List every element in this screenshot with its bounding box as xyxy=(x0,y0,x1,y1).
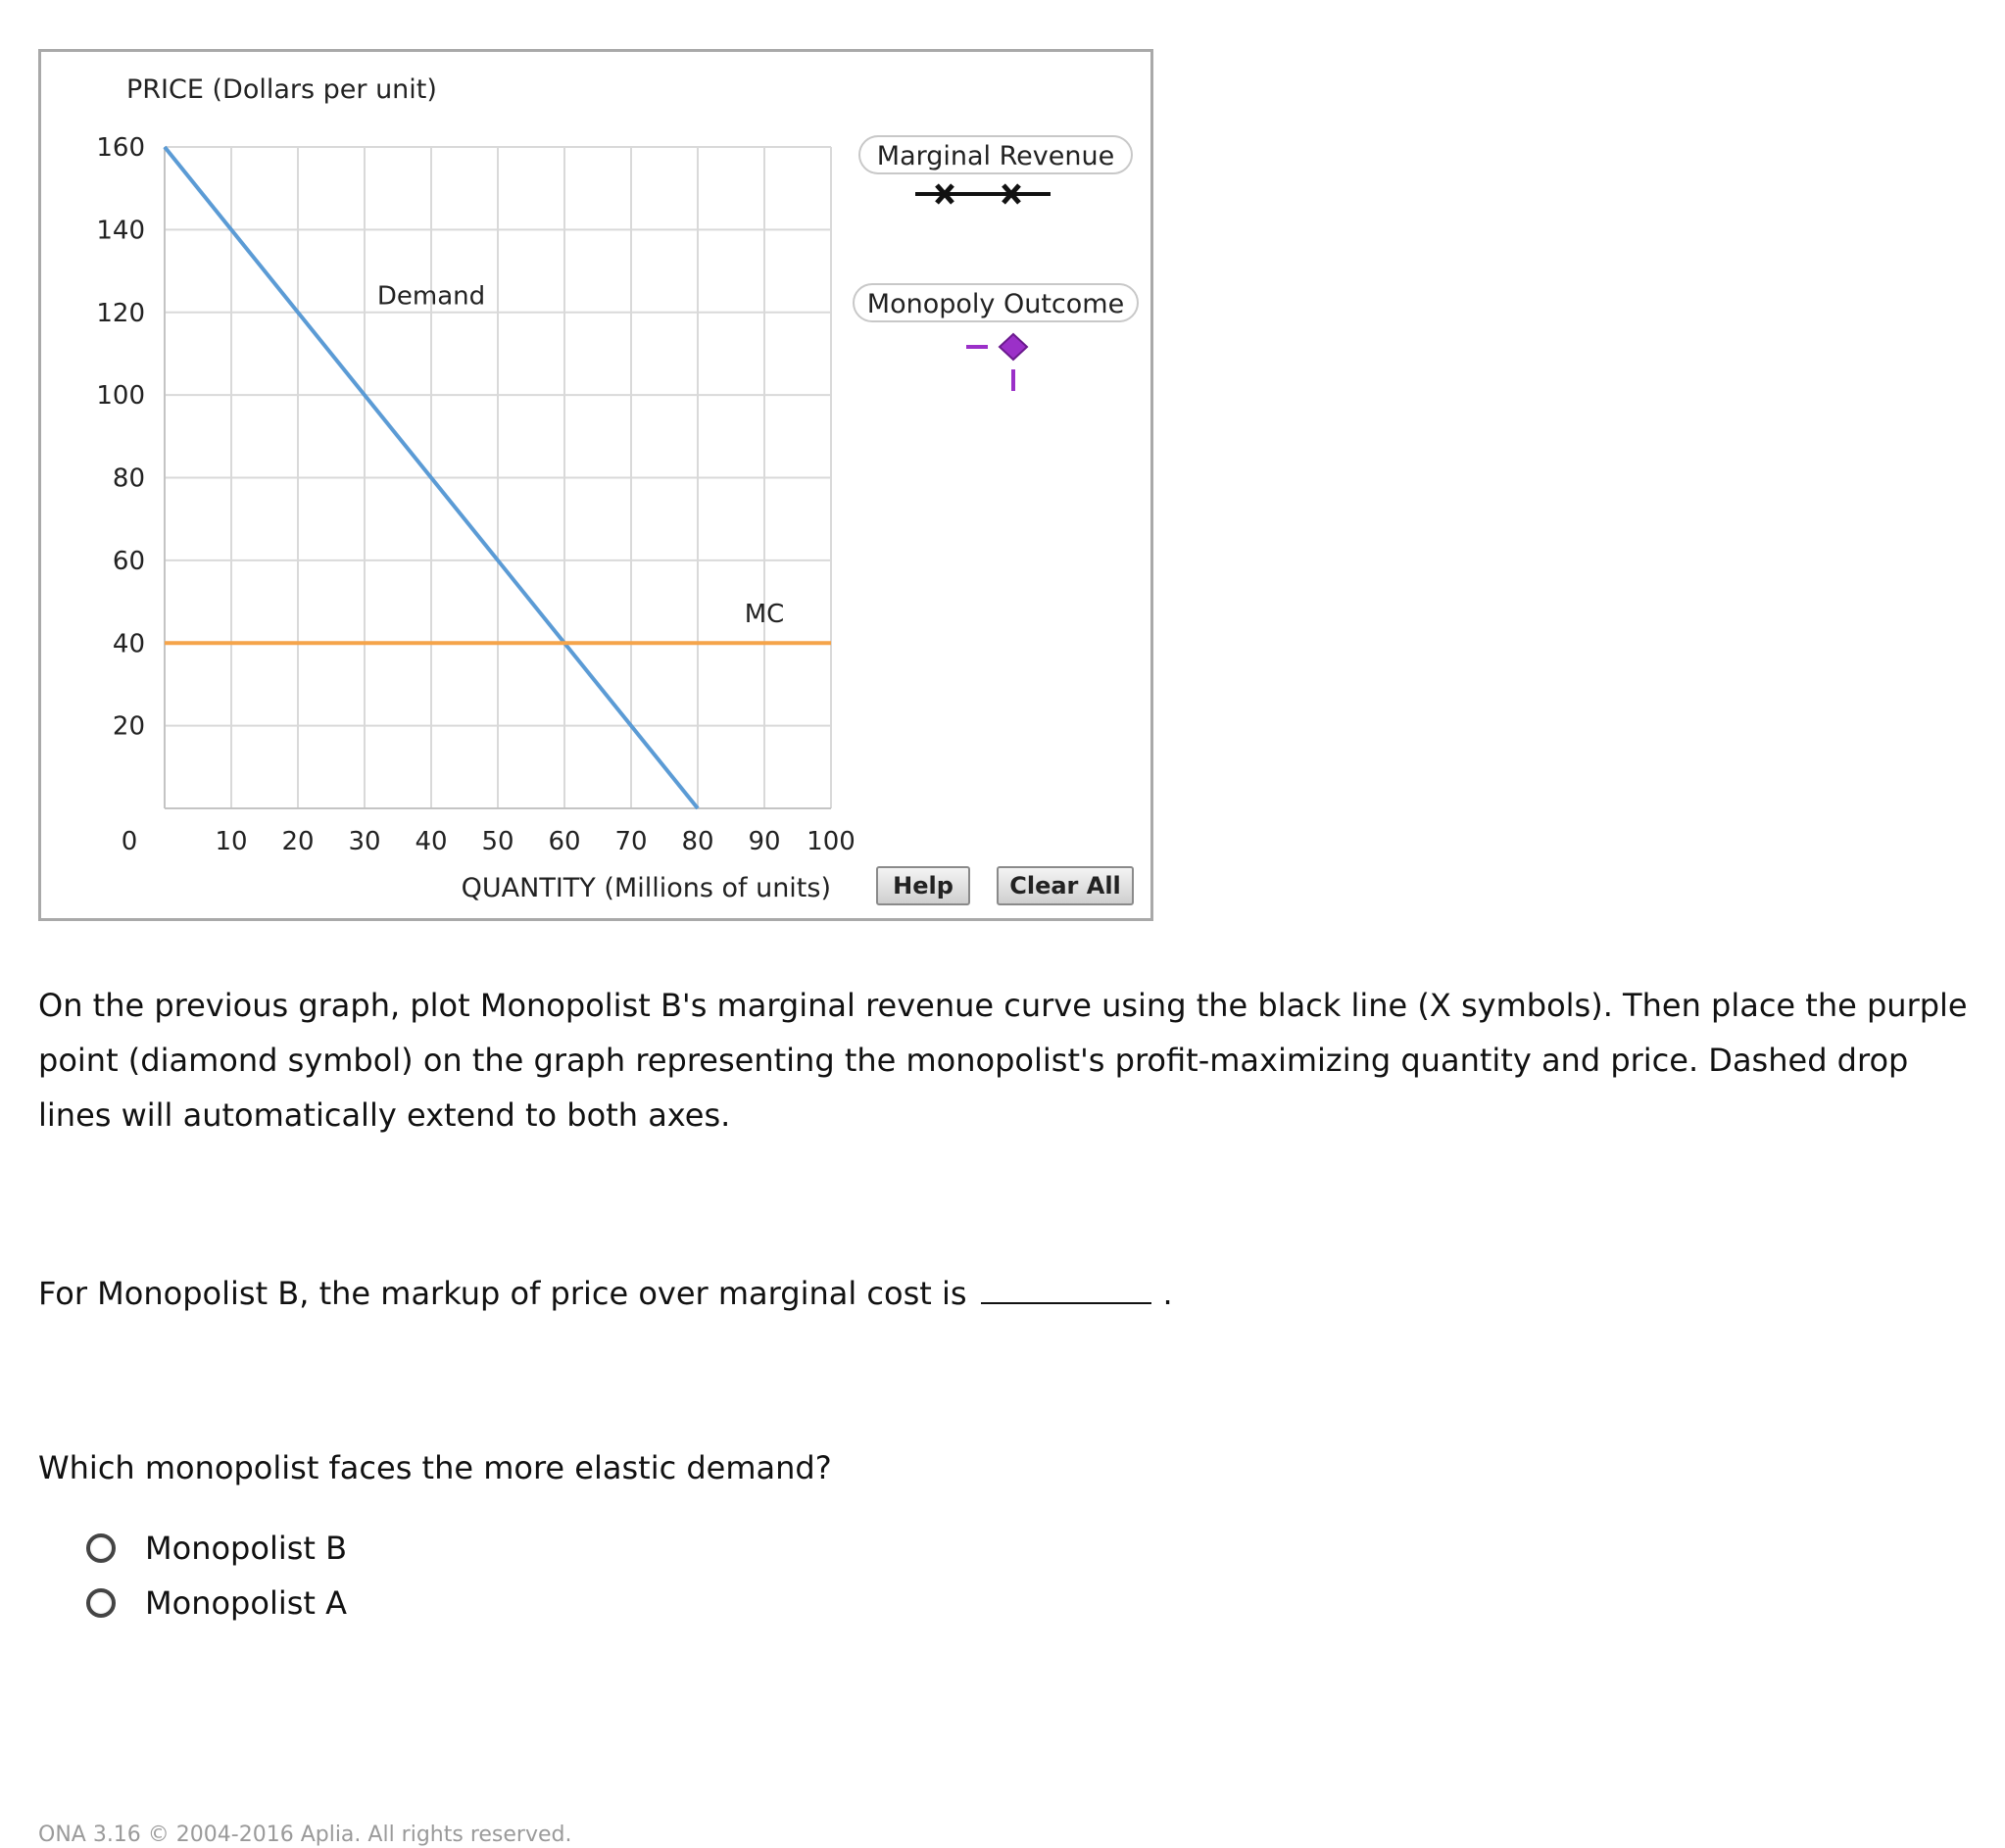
y-tick-label: 60 xyxy=(112,546,145,576)
markup-question-end: . xyxy=(1162,1275,1173,1312)
marginal-revenue-tool-icon[interactable] xyxy=(913,179,1060,209)
markup-question-text: For Monopolist B, the markup of price over marginal cost is xyxy=(38,1275,967,1312)
elasticity-question: Which monopolist faces the more elastic demand? xyxy=(38,1449,832,1486)
x-tick-label: 20 xyxy=(281,827,315,856)
x-tick-label: 70 xyxy=(614,827,648,856)
y-tick-label: 20 xyxy=(112,711,145,742)
option-monopolist-b[interactable] xyxy=(86,1525,347,1572)
y-tick-label: 120 xyxy=(96,298,145,328)
x-tick-label: 50 xyxy=(481,827,514,856)
option-label: Monopolist B xyxy=(145,1530,348,1567)
clear-all-button[interactable]: Clear All xyxy=(997,866,1134,905)
option-monopolist-a[interactable] xyxy=(86,1580,347,1627)
y-tick-label: 40 xyxy=(112,629,145,659)
legend-monopoly-outcome[interactable]: Monopoly Outcome xyxy=(853,283,1139,322)
y-tick-label: 100 xyxy=(96,381,145,412)
instruction-text: On the previous graph, plot Monopolist B's marginal revenue curve using the black line (X symbols). Then place the purple point (diamond symbol) on the graph representing the monopolist's profit-maximizing quantity and price. Dashed drop lines will automatically extend to both axes. xyxy=(38,987,1968,1134)
x-axis-title: QUANTITY (Millions of units) xyxy=(461,873,831,903)
radio-monopolist-a[interactable] xyxy=(86,1588,116,1618)
monopoly-outcome-tool-icon[interactable] xyxy=(962,330,1041,399)
y-tick-label: 80 xyxy=(112,463,145,494)
graph-panel xyxy=(38,49,1153,921)
x-tick-label: 90 xyxy=(748,827,781,856)
markup-answer-dropdown[interactable] xyxy=(981,1267,1151,1304)
x-tick-label: 80 xyxy=(681,827,714,856)
x-tick-label: 100 xyxy=(807,827,856,856)
origin-label: 0 xyxy=(121,827,138,856)
option-label: Monopolist A xyxy=(145,1584,347,1622)
x-tick-label: 60 xyxy=(548,827,581,856)
radio-monopolist-b[interactable] xyxy=(86,1533,116,1563)
curve-label-demand: Demand xyxy=(376,281,486,312)
x-tick-label: 10 xyxy=(215,827,248,856)
copyright-footer: ONA 3.16 © 2004-2016 Aplia. All rights reserved. xyxy=(38,1823,572,1847)
legend-marginal-revenue[interactable]: Marginal Revenue xyxy=(858,135,1133,174)
help-button[interactable]: Help xyxy=(876,866,970,905)
curve-label-mc: MC xyxy=(744,600,785,630)
x-tick-label: 40 xyxy=(415,827,448,856)
markup-question xyxy=(38,1266,1173,1321)
x-tick-label: 30 xyxy=(348,827,381,856)
y-tick-label: 140 xyxy=(96,216,145,246)
y-axis-title: PRICE (Dollars per unit) xyxy=(126,74,437,105)
y-tick-label: 160 xyxy=(96,133,145,163)
